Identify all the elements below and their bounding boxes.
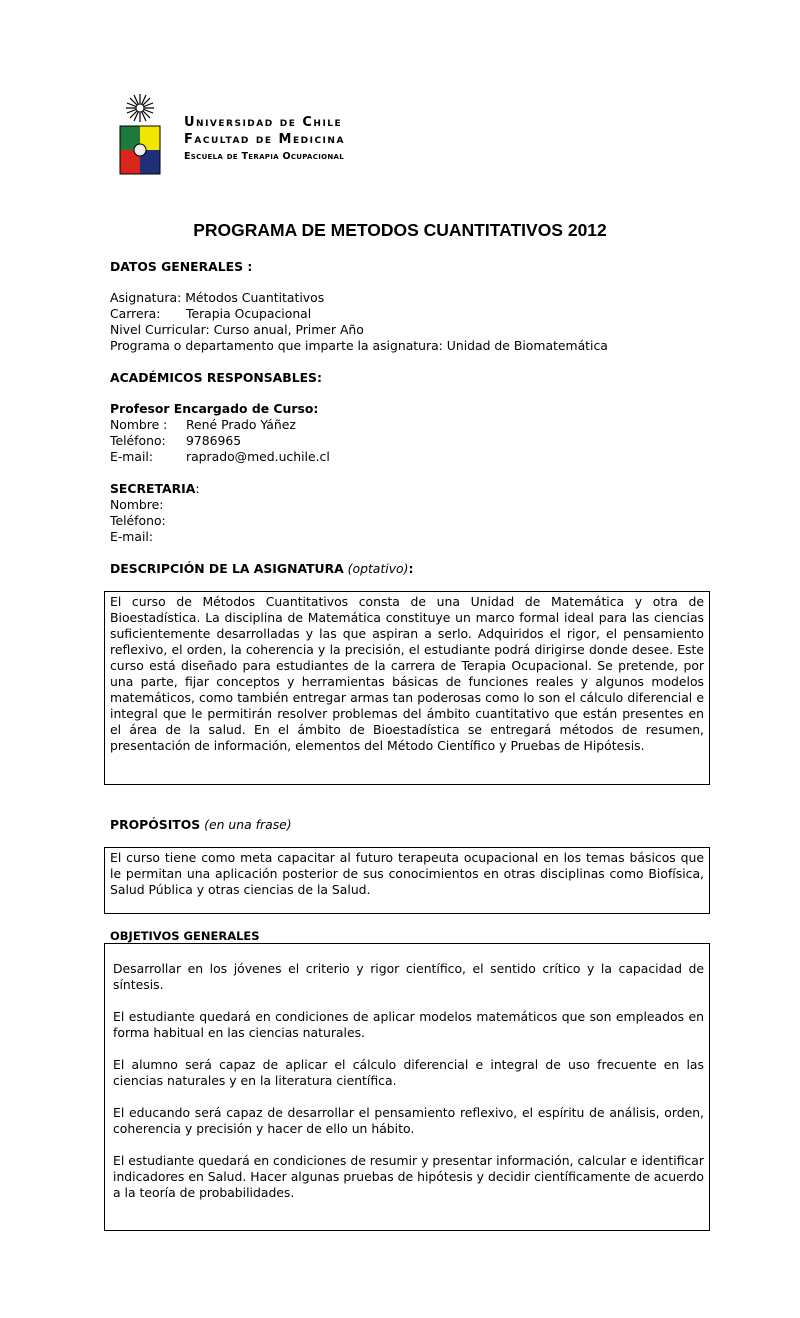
page-title: PROGRAMA DE METODOS CUANTITATIVOS 2012 xyxy=(193,220,607,240)
objetivo-item: El estudiante quedará en condiciones de aplicar modelos matemáticos que son empleados en forma habitual en las ciencias naturales. xyxy=(113,1009,704,1040)
profesor-heading: Profesor Encargado de Curso: xyxy=(110,401,319,416)
secretaria-email: E-mail: xyxy=(110,529,154,544)
propositos-heading: PROPÓSITOS (en una frase) xyxy=(110,817,292,832)
datos-section xyxy=(110,290,608,354)
profesor-section xyxy=(110,401,330,465)
descripcion-text: El curso de Métodos Cuantitativos consta de una Unidad de Matemática y otra de Bioestadística. La disciplina de Matemática constituye un marco formal ideal para las ciencias suficientemente desarrolladas y las que aspiran a serlo. Adquiridos el rigor, el pensamiento reflexivo, el orden, la coherencia y la precisión, el estudiante podrá dirigirse donde desee. Este curso está diseñado para estudiantes de la carrera de Terapia Ocupacional. Se pretende, por una parte, fijar conceptos y herramientas básicas de funciones reales y algunos modelos matemáticos, como también entregar armas tan poderosas como lo son el cálculo diferencial e integral que le permitirán resolver problemas del ámbito cuantitativo que están presentes en el área de la salud. En el ámbito de Bioestadística se entregará métodos de resumen, presentación de información, elementos del Método Científico y Pruebas de Hipótesis. xyxy=(110,594,704,753)
descripcion-heading: DESCRIPCIÓN DE LA ASIGNATURA (optativo): xyxy=(110,561,414,576)
school-name: Escuela de Terapia Ocupacional xyxy=(184,151,344,162)
university-logo xyxy=(118,92,162,176)
secretaria-nombre: Nombre: xyxy=(110,497,164,512)
asignatura: Asignatura: Métodos Cuantitativos xyxy=(110,290,325,305)
datos-heading: DATOS GENERALES : xyxy=(110,259,253,274)
secretaria-heading: SECRETARIA xyxy=(110,481,196,496)
field-nombre: Nombre : René Prado Yáñez xyxy=(110,417,296,432)
objetivo-item: El alumno será capaz de aplicar el cálculo diferencial e integral de uso frecuente en las ciencias naturales y en la literatura científica. xyxy=(113,1057,704,1088)
objetivo-item: El estudiante quedará en condiciones de resumir y presentar información, calcular e identificar indicadores en Salud. Hacer algunas pruebas de hipótesis y decidir científicamente de acuerdo a la teoría de probabilidades. xyxy=(113,1153,704,1200)
objetivo-item: El educando será capaz de desarrollar el pensamiento reflexivo, el espíritu de análisis, orden, coherencia y precisión y hacer de ello un hábito. xyxy=(113,1105,704,1136)
objetivo-item: Desarrollar en los jóvenes el criterio y rigor científico, el sentido crítico y la capacidad de síntesis. xyxy=(113,961,704,992)
propositos-box xyxy=(104,847,710,914)
secretaria-telefono: Teléfono: xyxy=(110,513,166,528)
institution-header xyxy=(184,114,345,165)
secretaria-section: SECRETARIA: Nombre: Teléfono: E-mail: xyxy=(110,481,200,544)
programa: Programa o departamento que imparte la asignatura: Unidad de Biomatemática xyxy=(110,338,608,353)
nivel-curricular: Nivel Curricular: Curso anual, Primer Año xyxy=(110,322,364,337)
descripcion-box xyxy=(104,591,710,785)
field-email: E-mail: raprado@med.uchile.cl xyxy=(110,449,330,464)
university-name: Universidad de Chile xyxy=(184,115,343,130)
field-telefono: Teléfono: 9786965 xyxy=(110,433,242,448)
academicos-heading: ACADÉMICOS RESPONSABLES: xyxy=(110,370,322,385)
objetivos-box xyxy=(104,943,710,1231)
propositos-text: El curso tiene como meta capacitar al futuro terapeuta ocupacional en los temas básicos que le permitan una aplicación posterior de sus conocimientos en otras disciplinas como Biofísica, Salud Pública y otras ciencias de la Salud. xyxy=(110,850,704,897)
objetivos-heading: OBJETIVOS GENERALES xyxy=(110,929,260,943)
carrera: Carrera: Terapia Ocupacional xyxy=(110,306,312,321)
faculty-name: Facultad de Medicina xyxy=(184,132,345,147)
